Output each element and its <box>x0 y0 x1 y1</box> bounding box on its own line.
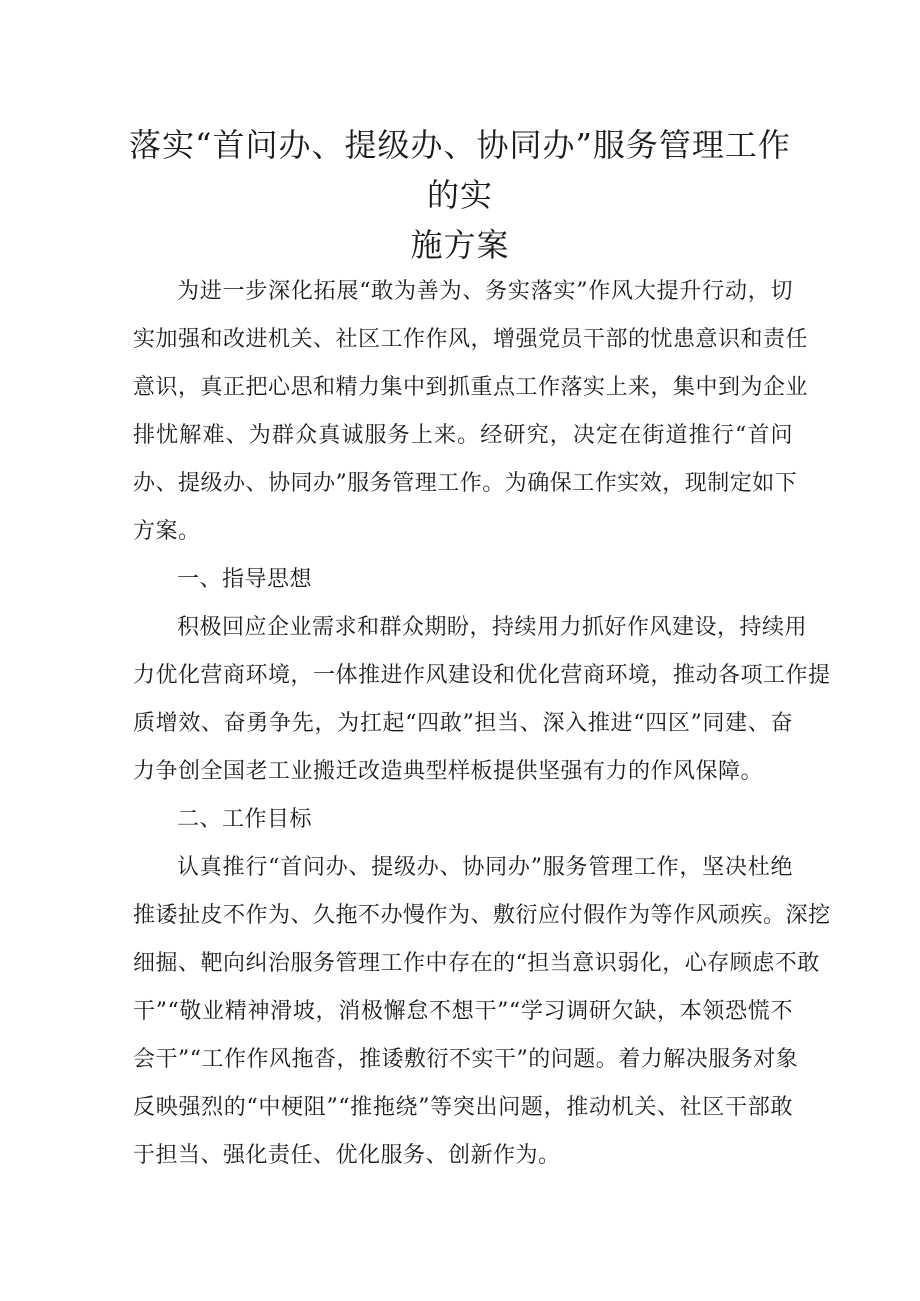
section-heading: 二、工作目标 <box>177 807 313 832</box>
paragraph-line: 于担当、强化责任、优化服务、创新作为。 <box>133 1143 561 1168</box>
title-line: 落实“首问办、提级办、协同办”服务管理工作的实 <box>129 126 791 214</box>
section2-paragraph <box>133 844 831 1180</box>
paragraph-line: 干”“敬业精神滑坡，消极懈怠不想干”“学习调研欠缺，本领恐慌不 <box>133 999 793 1024</box>
paragraph-line: 实加强和改进机关、社区工作作风，增强党员干部的忧患意识和责任 <box>133 327 809 352</box>
section1-paragraph <box>133 604 831 796</box>
paragraph-line: 力优化营商环境，一体推进作风建设和优化营商环境，推动各项工作提 <box>133 663 831 688</box>
paragraph-line: 意识，真正把心思和精力集中到抓重点工作落实上来，集中到为企业 <box>133 375 809 400</box>
paragraph-line: 细掘、靶向纠治服务管理工作中存在的“担当意识弱化，心存顾虑不敢 <box>133 951 820 976</box>
paragraph-line: 办、提级办、协同办”服务管理工作。为确保工作实效，现制定如下 <box>133 471 798 496</box>
paragraph-line: 力争创全国老工业搬迁改造典型样板提供坚强有力的作风保障。 <box>133 759 764 784</box>
paragraph-line: 认真推行“首问办、提级办、协同办”服务管理工作，坚决杜绝 <box>177 855 793 880</box>
paragraph-line: 方案。 <box>133 519 201 544</box>
paragraph-line: 推诿扯皮不作为、久拖不办慢作为、敷衍应付假作为等作风顽疾。深挖 <box>133 903 831 928</box>
document-title <box>120 120 800 270</box>
paragraph-line: 质增效、奋勇争先，为扛起“四敢”担当、深入推进“四区”同建、奋 <box>133 711 793 736</box>
section-heading: 一、指导思想 <box>177 567 313 592</box>
paragraph-line: 反映强烈的“中梗阻”“推拖绕”等突出问题，推动机关、社区干部敢 <box>133 1095 793 1120</box>
paragraph-line: 排忧解难、为群众真诚服务上来。经研究，决定在街道推行“首问 <box>133 423 793 448</box>
intro-paragraph <box>133 268 809 556</box>
paragraph-line: 积极回应企业需求和群众期盼，持续用力抓好作风建设，持续用 <box>177 615 808 640</box>
document-body <box>133 268 831 1180</box>
title-line: 施方案 <box>410 226 510 264</box>
paragraph-line: 会干”“工作作风拖沓，推诿敷衍不实干”的问题。着力解决服务对象 <box>133 1047 799 1072</box>
paragraph-line: 为进一步深化拓展“敢为善为、务实落实”作风大提升行动，切 <box>177 279 793 304</box>
